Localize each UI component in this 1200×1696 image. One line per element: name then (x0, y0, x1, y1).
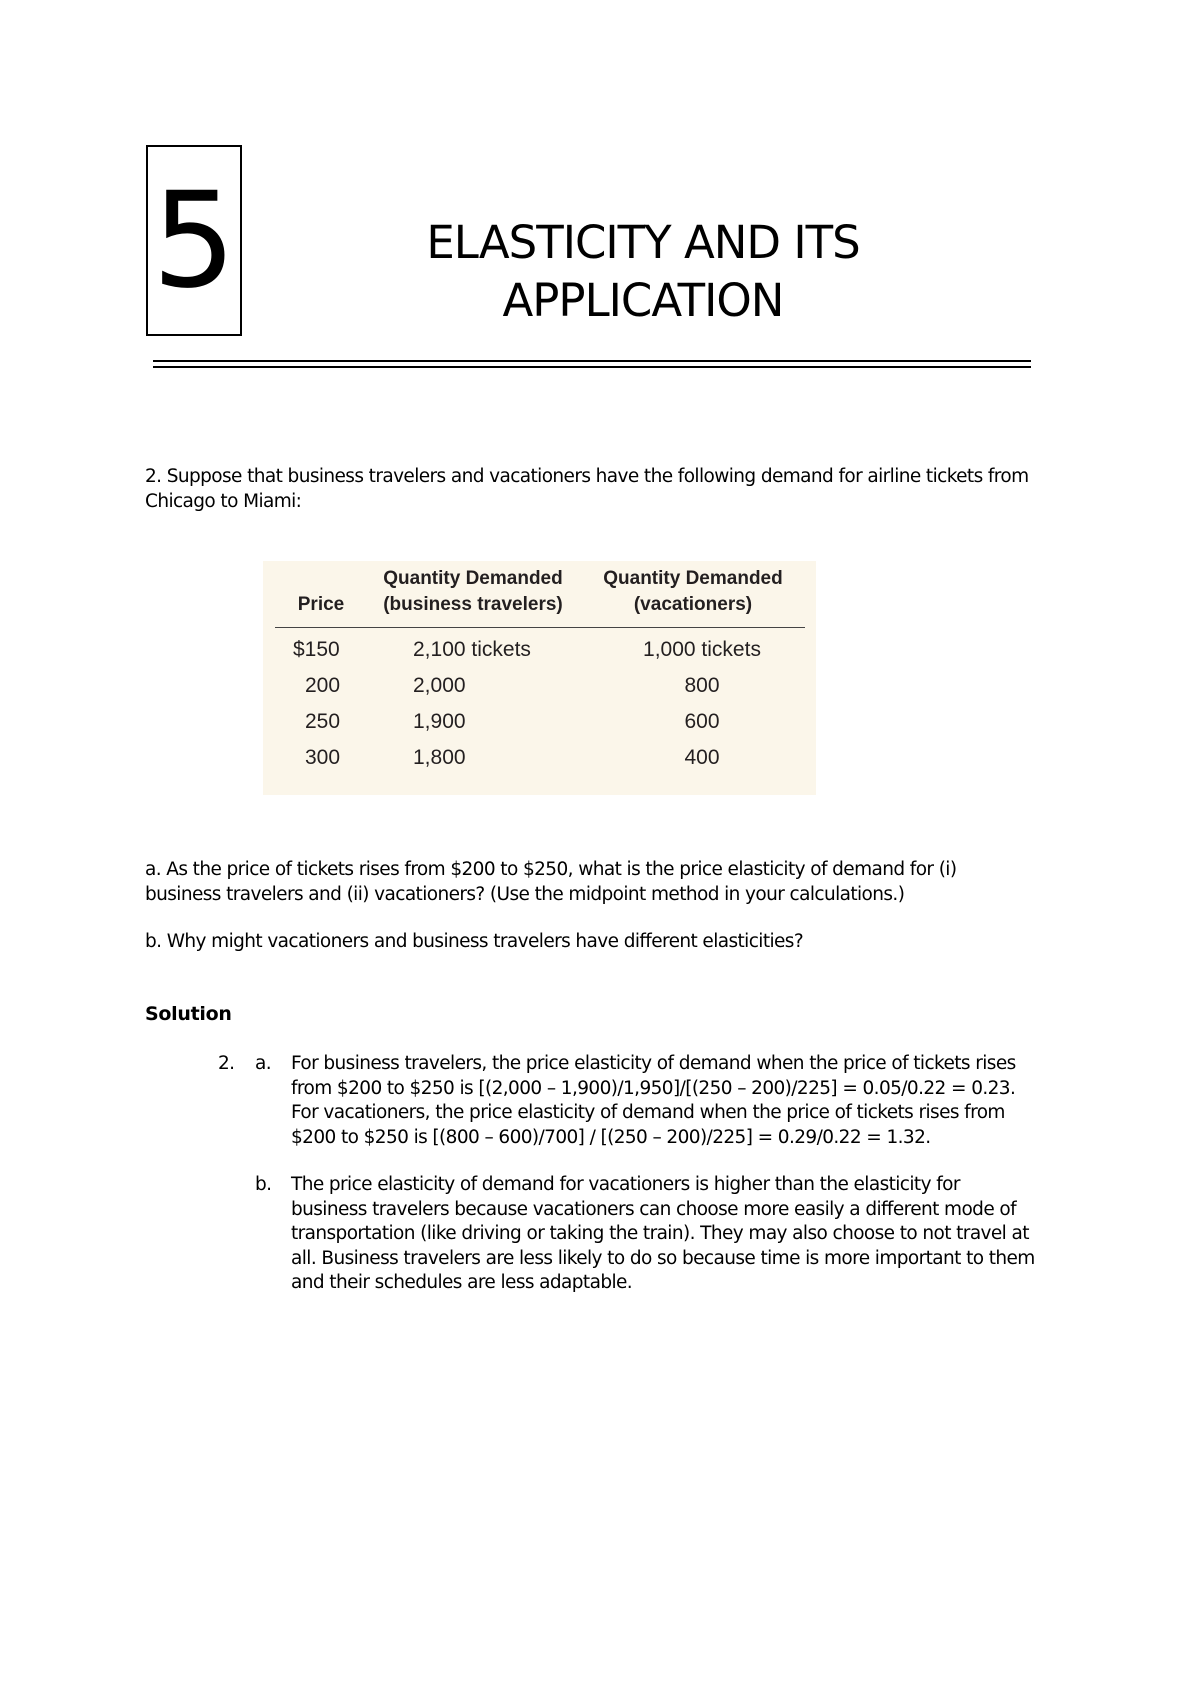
question-intro (145, 465, 1065, 514)
cell-vacation: 600 (684, 710, 720, 733)
chapter-title-line2: APPLICATION (502, 274, 784, 327)
header-business-line1: Quantity Demanded (383, 568, 563, 589)
solution-label-a: a. (255, 1053, 272, 1074)
header-business (373, 566, 573, 618)
cell-business: 1,800 (413, 746, 466, 769)
table-header-rule (275, 627, 805, 628)
solution-answer-b (291, 1173, 1071, 1296)
title-divider-bottom (153, 366, 1031, 368)
question-part-b: b. Why might vacationers and business travelers have different elasticities? (145, 931, 804, 952)
answer-b-line: transportation (like driving or taking the train). They may also choose to not travel at (291, 1223, 1029, 1244)
cell-business: 2,000 (413, 674, 466, 697)
cell-vacation: 400 (684, 746, 720, 769)
header-vacation (593, 566, 793, 618)
cell-price: 250 (305, 710, 341, 733)
question-intro-line2: Chicago to Miami: (145, 490, 302, 512)
demand-table (263, 561, 816, 795)
question-part-a-line1: a. As the price of tickets rises from $200 to $250, what is the price elasticity of demand for (i) (145, 859, 957, 880)
answer-a-line: For vacationers, the price elasticity of demand when the price of tickets rises from (291, 1102, 1005, 1123)
solution-label-b: b. (255, 1174, 272, 1195)
chapter-title-line1: ELASTICITY AND ITS (426, 216, 860, 269)
solution-answer-a (291, 1052, 1071, 1150)
cell-vacation: 1,000 tickets (643, 638, 761, 661)
header-business-line2: (business travelers) (383, 594, 563, 615)
solution-number: 2. (218, 1053, 235, 1074)
answer-b-line: all. Business travelers are less likely to do so because time is more important to them (291, 1247, 1035, 1269)
answer-b-line: The price elasticity of demand for vacationers is higher than the elasticity for (291, 1174, 960, 1195)
header-price: Price (297, 594, 345, 615)
chapter-title (350, 214, 936, 330)
cell-business: 2,100 tickets (413, 638, 531, 661)
answer-a-line: $200 to $250 is [(800 – 600)/700] / [(250 – 200)/225] = 0.29/0.22 = 1.32. (291, 1126, 931, 1148)
header-vacation-line1: Quantity Demanded (603, 568, 783, 589)
cell-price: 300 (305, 746, 341, 769)
solution-heading: Solution (145, 1003, 232, 1025)
question-part-a-line2: business travelers and (ii) vacationers? (Use the midpoint method in your calculations.) (145, 883, 905, 905)
answer-a-line: For business travelers, the price elasticity of demand when the price of tickets rises (291, 1053, 1016, 1074)
answer-b-line: business travelers because vacationers can choose more easily a different mode of (291, 1198, 1017, 1220)
question-intro-line1: 2. Suppose that business travelers and vacationers have the following demand for airline tickets from (145, 466, 1029, 487)
cell-vacation: 800 (684, 674, 720, 697)
cell-business: 1,900 (413, 710, 466, 733)
answer-b-line: and their schedules are less adaptable. (291, 1272, 633, 1293)
header-vacation-line2: (vacationers) (633, 594, 753, 615)
chapter-number-box (146, 145, 242, 336)
title-divider-top (153, 360, 1031, 362)
cell-price: $150 (293, 638, 340, 661)
answer-a-line: from $200 to $250 is [(2,000 – 1,900)/1,950]/[(250 – 200)/225] = 0.05/0.22 = 0.23. (291, 1077, 1016, 1099)
chapter-number: 5 (152, 163, 236, 318)
question-part-a (145, 858, 1045, 907)
cell-price: 200 (305, 674, 341, 697)
